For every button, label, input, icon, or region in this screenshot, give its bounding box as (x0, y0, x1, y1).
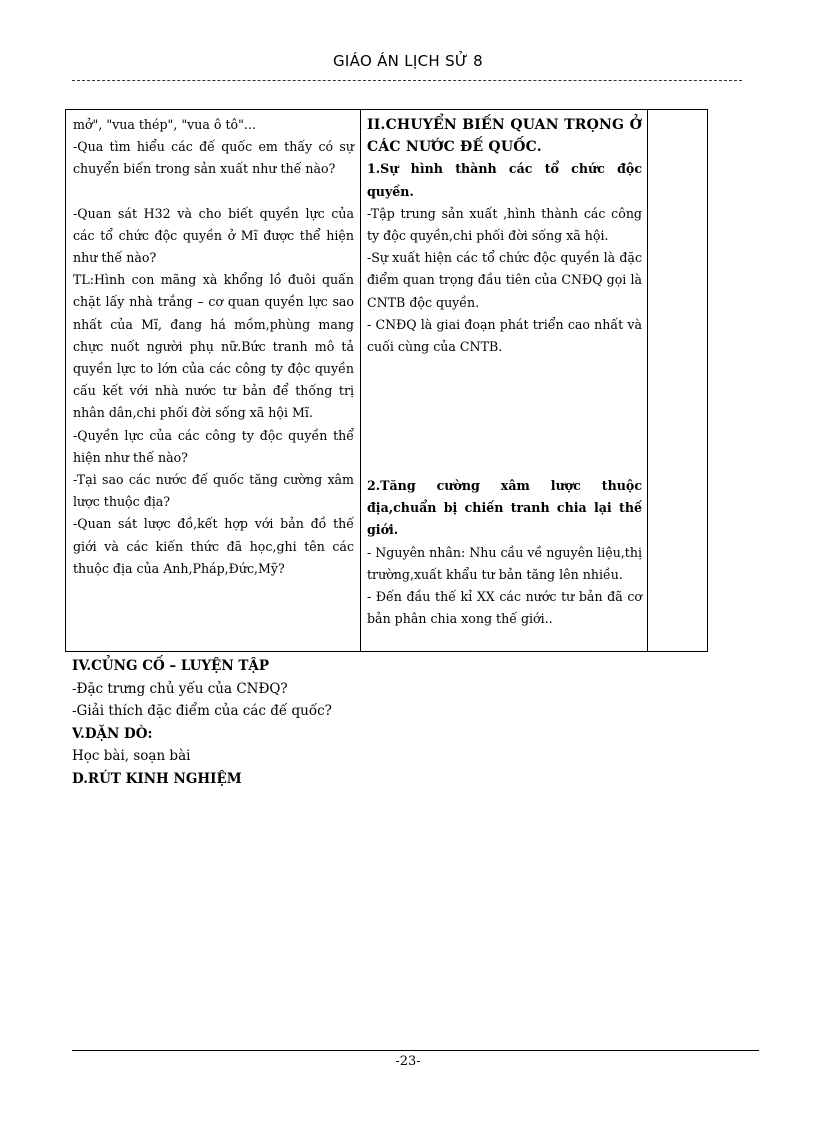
content-section-1 (361, 110, 647, 358)
spacer (73, 181, 354, 203)
list-item: - Nguyên nhân: Nhu cầu về nguyên liệu,thị trường,xuất khẩu tư bản tăng lên nhiều. (367, 544, 643, 582)
lesson-summary (72, 655, 472, 790)
list-item: mở", "vua thép", "vua ô tô"... (73, 117, 256, 132)
subsection-heading: 2.Tăng cường xâm lược thuộc địa,chuẩn bị chiến tranh chia lại thế giới. (367, 478, 642, 538)
lesson-table (65, 109, 708, 652)
list-item: -Quyền lực của các công ty độc quyền thể hiện như thế nào? (73, 427, 354, 465)
homework-text: Học bài, soạn bài (72, 748, 191, 764)
teacher-activity-text (66, 110, 360, 580)
list-item: - Đến đầu thế kỉ XX các nước tư bản đã cơ bản phân chia xong thế giới.. (367, 589, 642, 627)
list-item: -Sự xuất hiện các tổ chức độc quyền là đặc điểm quan trọng đầu tiên của CNĐQ gọi là CNTB độc quyền. (367, 250, 642, 310)
list-item: -Qua tìm hiểu các đế quốc em thấy có sự chuyển biến trong sản xuất như thế nào? (73, 139, 354, 177)
list-item: -Tập trung sản xuất ,hình thành các công ty độc quyền,chi phối đời sống xã hội. (367, 205, 642, 244)
list-item: -Quan sát lược đồ,kết hợp với bản đồ thế giới và các kiến thức đã học,ghi tên các thuộc địa của Anh,Pháp,Đức,Mỹ? (73, 516, 354, 576)
header-dashed-divider (72, 80, 742, 81)
footer-divider (72, 1050, 759, 1051)
list-item: -Giải thích đặc điểm của các đế quốc? (72, 703, 332, 719)
section-heading: II.CHUYỂN BIẾN QUAN TRỌNG Ở CÁC NƯỚC ĐẾ QUỐC. (367, 117, 642, 156)
subsection-heading: 1.Sự hình thành các tổ chức độc quyền. (367, 161, 642, 199)
consolidation-heading: IV.CỦNG CỐ – LUYỆN TẬP (72, 658, 270, 674)
list-item: -Quan sát H32 và cho biết quyền lực của các tổ chức độc quyền ở Mĩ được thể hiện như thế nào? (73, 205, 354, 266)
list-item: -Tại sao các nước đế quốc tăng cường xâm lược thuộc địa? (73, 472, 354, 510)
list-item: TL:Hình con mãng xà khổng lồ đuôi quấn chặt lấy nhà trắng – cơ quan quyền lực sao nhất của Mĩ, đang há mồm,phùng mang chực nuốt người phụ nữ.Bức tranh mô tả quyền lực to lớn của các công ty độc quyền cấu kết với nhà nước tư bản để thống trị nhân dân,chi phối đời sống xã hội Mĩ. (73, 272, 354, 421)
content-cell (361, 110, 648, 652)
page-number: -23- (395, 1054, 421, 1069)
teacher-activity-cell (66, 110, 361, 652)
page-title: GIÁO ÁN LỊCH SỬ 8 (333, 52, 483, 70)
homework-heading: V.DẶN DÒ: (72, 725, 153, 742)
table-row (66, 110, 708, 652)
content-section-2 (367, 475, 642, 630)
list-item: -Đặc trưng chủ yếu của CNĐQ? (72, 680, 288, 697)
list-item: - CNĐQ là giai đoạn phát triển cao nhất và cuối cùng của CNTB. (367, 316, 642, 355)
notes-cell (648, 110, 708, 652)
experience-heading: D.RÚT KINH NGHIỆM (72, 770, 242, 787)
